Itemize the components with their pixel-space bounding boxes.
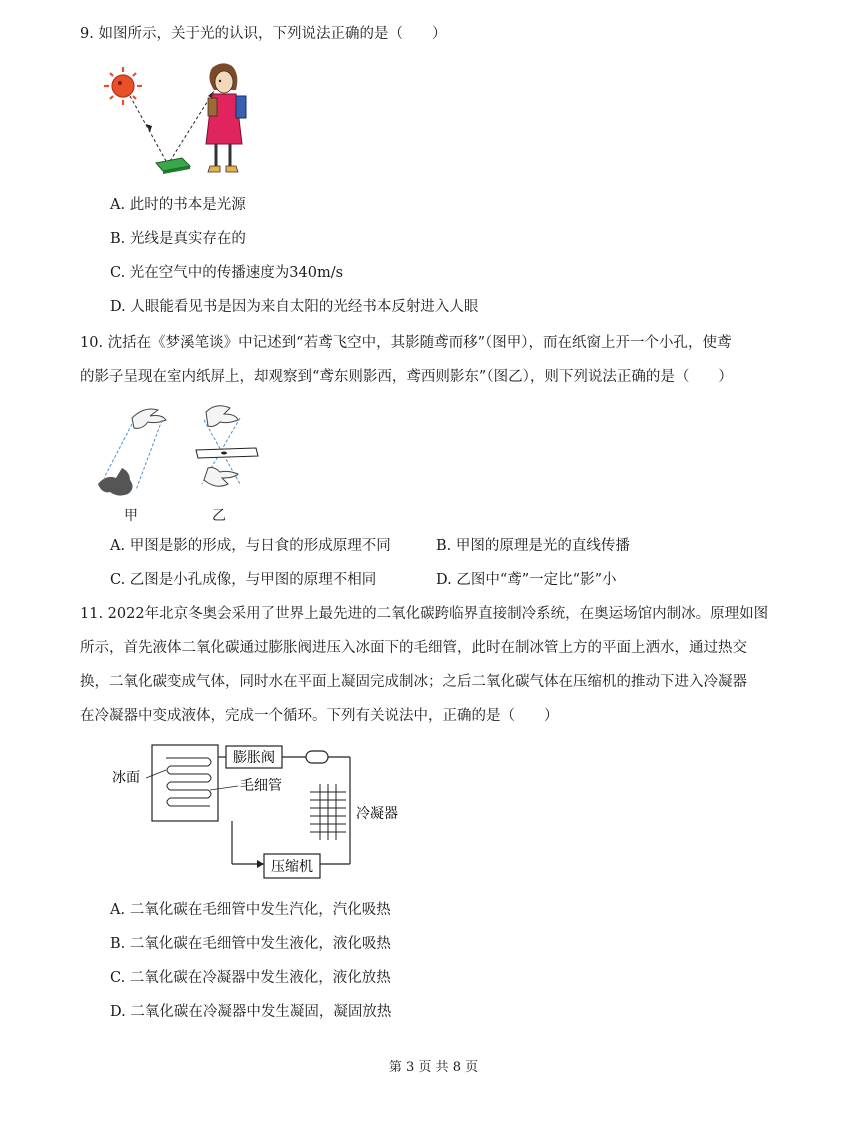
inverted-image-icon [204, 468, 238, 487]
q10-stem-line-2: 的影子呈现在室内纸屏上，却观察到“鸢东则影西，鸢西则影东”（图乙），则下列说法正确的是（ ） [80, 369, 733, 385]
q9-option-a: A. 此时的书本是光源 [110, 197, 246, 213]
q11-option-a: A. 二氧化碳在毛细管中发生汽化，汽化吸热 [110, 902, 391, 918]
q11-stem-line-2: 所示，首先液体二氧化碳通过膨胀阀进压入冰面下的毛细管，此时在制冰管上方的平面上洒水，通过热交 [80, 640, 747, 656]
kite-bird-2-icon [206, 406, 238, 427]
q10-stem-line-1: 10. 沈括在《梦溪笔谈》中记述到“若鸢飞空中，其影随鸢而移”（图甲），而在纸窗上开一个小孔，使鸢 [80, 335, 732, 351]
q11-stem-line-3: 换，二氧化碳变成气体，同时水在平面上凝固完成制冰；之后二氧化碳气体在压缩机的推动下进入冷凝器 [80, 674, 747, 690]
q10-figure-label-yi: 乙 [212, 508, 226, 524]
shadow-icon [98, 468, 133, 496]
q11-option-d: D. 二氧化碳在冷凝器中发生凝固，凝固放热 [110, 1004, 392, 1020]
expansion-valve-label: 膨胀阀 [233, 750, 275, 766]
capillary-label: 毛细管 [240, 778, 282, 794]
q11-refrigeration-diagram [110, 740, 430, 894]
q11-stem-line-1: 11. 2022年北京冬奥会采用了世界上最先进的二氧化碳跨临界直接制冷系统，在奥运场馆内制冰。原理如图 [80, 606, 769, 622]
capillary-tube [166, 758, 211, 806]
q11-option-b: B. 二氧化碳在毛细管中发生液化，液化吸热 [110, 936, 391, 952]
q10-option-a: A. 甲图是影的形成，与日食的形成原理不同 [110, 538, 391, 554]
book-icon [156, 158, 190, 174]
ice-surface-box [152, 745, 218, 821]
sun-icon [104, 67, 142, 105]
girl-icon [206, 63, 246, 172]
q9-option-b: B. 光线是真实存在的 [110, 231, 246, 247]
q9-option-c: C. 光在空气中的传播速度为340m/s [110, 265, 344, 281]
page-footer: 第 3 页 共 8 页 [388, 1060, 479, 1075]
q10-option-c: C. 乙图是小孔成像，与甲图的原理不相同 [110, 572, 377, 588]
q10-figure [92, 398, 272, 532]
q10-figure-label-jia: 甲 [124, 508, 138, 524]
paper-window-icon [196, 448, 258, 458]
q9-figure-sun-book-girl [100, 58, 260, 187]
condenser-label: 冷凝器 [356, 806, 398, 822]
q10-option-d: D. 乙图中“鸢”一定比“影”小 [436, 572, 617, 588]
kite-bird-icon [132, 409, 166, 428]
q9-option-d: D. 人眼能看见书是因为来自太阳的光经书本反射进入人眼 [110, 299, 479, 315]
ice-surface-label: 冰面 [112, 770, 140, 786]
q9-stem: 9. 如图所示，关于光的认识，下列说法正确的是（ ） [80, 26, 447, 42]
q11-option-c: C. 二氧化碳在冷凝器中发生液化，液化放热 [110, 970, 391, 986]
compressor-label: 压缩机 [271, 859, 313, 875]
q11-stem-line-4: 在冷凝器中变成液体，完成一个循环。下列有关说法中，正确的是（ ） [80, 708, 559, 724]
condenser-coils [310, 784, 346, 840]
q10-option-b: B. 甲图的原理是光的直线传播 [436, 538, 630, 554]
filter-capsule [306, 751, 328, 763]
